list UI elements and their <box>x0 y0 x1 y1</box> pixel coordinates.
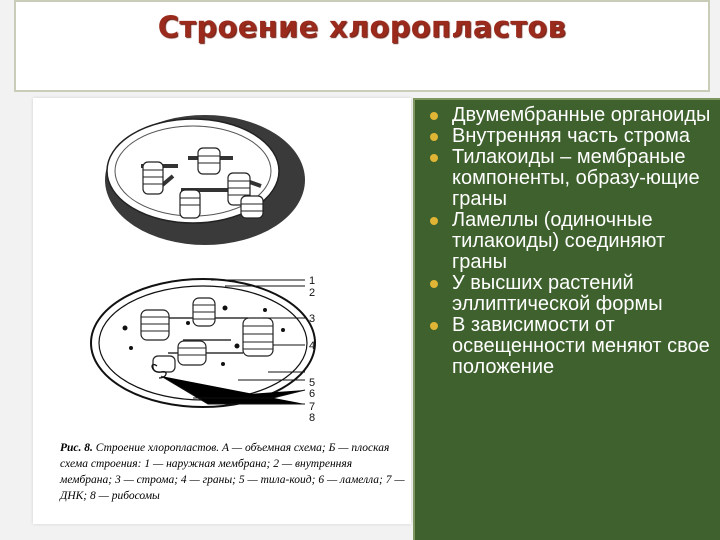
label-7: 7 <box>309 401 316 413</box>
label-2: 2 <box>309 287 316 299</box>
bullet-panel <box>413 98 720 540</box>
caption-figure-number: Рис. 8. <box>60 442 93 454</box>
diagram-a-3d-view <box>105 115 305 245</box>
bullet-item: В зависимости от освещенности меняют свое положение <box>415 315 715 378</box>
diagram-b-cross-section <box>91 275 315 424</box>
label-1: 1 <box>309 275 316 287</box>
title-bar <box>14 0 710 92</box>
slide-title: Строение хлоропластов <box>157 10 567 44</box>
bullet-item: Внутренняя часть строма <box>415 126 715 147</box>
figure-caption <box>60 440 405 504</box>
label-4: 4 <box>309 340 316 352</box>
label-8: 8 <box>309 412 316 424</box>
bullet-item: У высших растений эллиптической формы <box>415 273 715 315</box>
label-6: 6 <box>309 388 316 400</box>
bullet-dot-icon <box>430 217 438 225</box>
bullet-dot-icon <box>430 154 438 162</box>
bullet-list <box>415 105 715 378</box>
bullet-dot-icon <box>430 280 438 288</box>
label-3: 3 <box>309 313 316 325</box>
caption-text: Строение хлоропластов. А — объемная схема; Б — плоская схема строения: 1 — наружная мембрана; 2 — внутренняя мембрана; 3 — строма; 4 — граны; 5 — тила-коид; 6 — ламелла; 7 — ДНК; 8 — рибосомы <box>60 442 405 502</box>
bullet-item: Тилакоиды – мембраные компоненты, образу-ющие граны <box>415 147 715 210</box>
bullet-item: Двумембранные органоиды <box>415 105 715 126</box>
bullet-dot-icon <box>430 322 438 330</box>
bullet-dot-icon <box>430 112 438 120</box>
label-5: 5 <box>309 377 316 389</box>
bullet-dot-icon <box>430 133 438 141</box>
bullet-item: Ламеллы (одиночные тилакоиды) соединяют граны <box>415 210 715 273</box>
